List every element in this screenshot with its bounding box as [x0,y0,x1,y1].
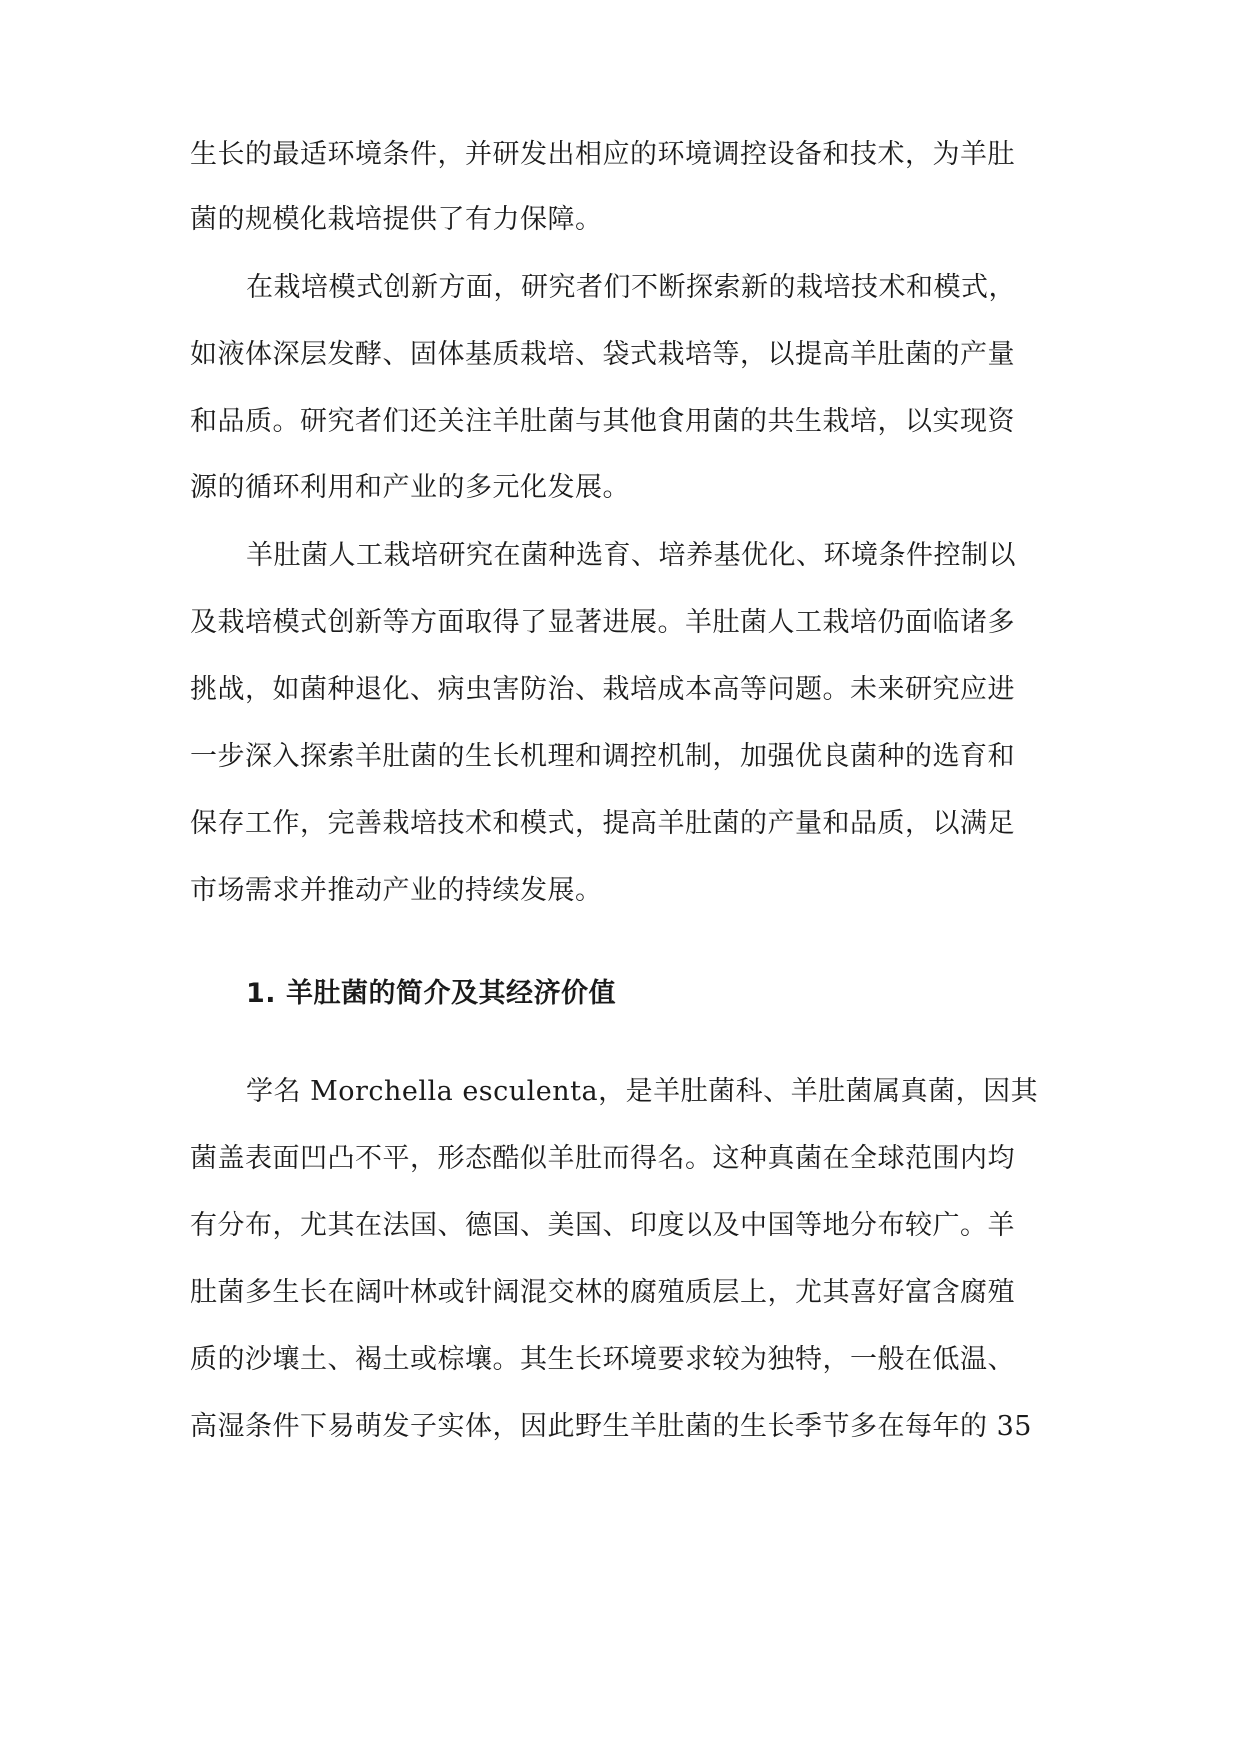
paragraph-4-line-5: 质的沙壤土、褐土或棕壤。其生长环境要求较为独特，一般在低温、 [190,1344,1015,1375]
paragraph-1-line-1: 生长的最适环境条件，并研发出相应的环境调控设备和技术，为羊肚 [190,139,1015,170]
paragraph-4-line-1: 学名 Morchella esculenta，是羊肚菌科、羊肚菌属真菌，因其 [246,1076,1039,1107]
paragraph-3-line-5: 保存工作，完善栽培技术和模式，提高羊肚菌的产量和品质，以满足 [190,808,1015,839]
paragraph-4-line-3: 有分布，尤其在法国、德国、美国、印度以及中国等地分布较广。羊 [190,1210,1015,1241]
paragraph-3-line-1: 羊肚菌人工栽培研究在菌种选育、培养基优化、环境条件控制以 [246,540,1016,571]
paragraph-2-line-1: 在栽培模式创新方面，研究者们不断探索新的栽培技术和模式， [246,272,1016,303]
paragraph-4-line-6: 高湿条件下易萌发子实体，因此野生羊肚菌的生长季节多在每年的 35 [190,1411,1032,1442]
paragraph-4-line-2: 菌盖表面凹凸不平，形态酷似羊肚而得名。这种真菌在全球范围内均 [190,1143,1015,1174]
paragraph-2-line-2: 如液体深层发酵、固体基质栽培、袋式栽培等，以提高羊肚菌的产量 [190,339,1015,370]
paragraph-2-line-4: 源的循环利用和产业的多元化发展。 [190,472,630,503]
paragraph-3-line-2: 及栽培模式创新等方面取得了显著进展。羊肚菌人工栽培仍面临诸多 [190,607,1015,638]
paragraph-4-line-4: 肚菌多生长在阔叶林或针阔混交林的腐殖质层上，尤其喜好富含腐殖 [190,1277,1015,1308]
paragraph-3-line-3: 挑战，如菌种退化、病虫害防治、栽培成本高等问题。未来研究应进 [190,674,1015,705]
paragraph-1-line-2: 菌的规模化栽培提供了有力保障。 [190,204,603,235]
section-heading: 1. 羊肚菌的简介及其经济价值 [246,978,616,1009]
paragraph-2-line-3: 和品质。研究者们还关注羊肚菌与其他食用菌的共生栽培，以实现资 [190,406,1015,437]
paragraph-3-line-4: 一步深入探索羊肚菌的生长机理和调控机制，加强优良菌种的选育和 [190,741,1015,772]
paragraph-3-line-6: 市场需求并推动产业的持续发展。 [190,875,603,906]
